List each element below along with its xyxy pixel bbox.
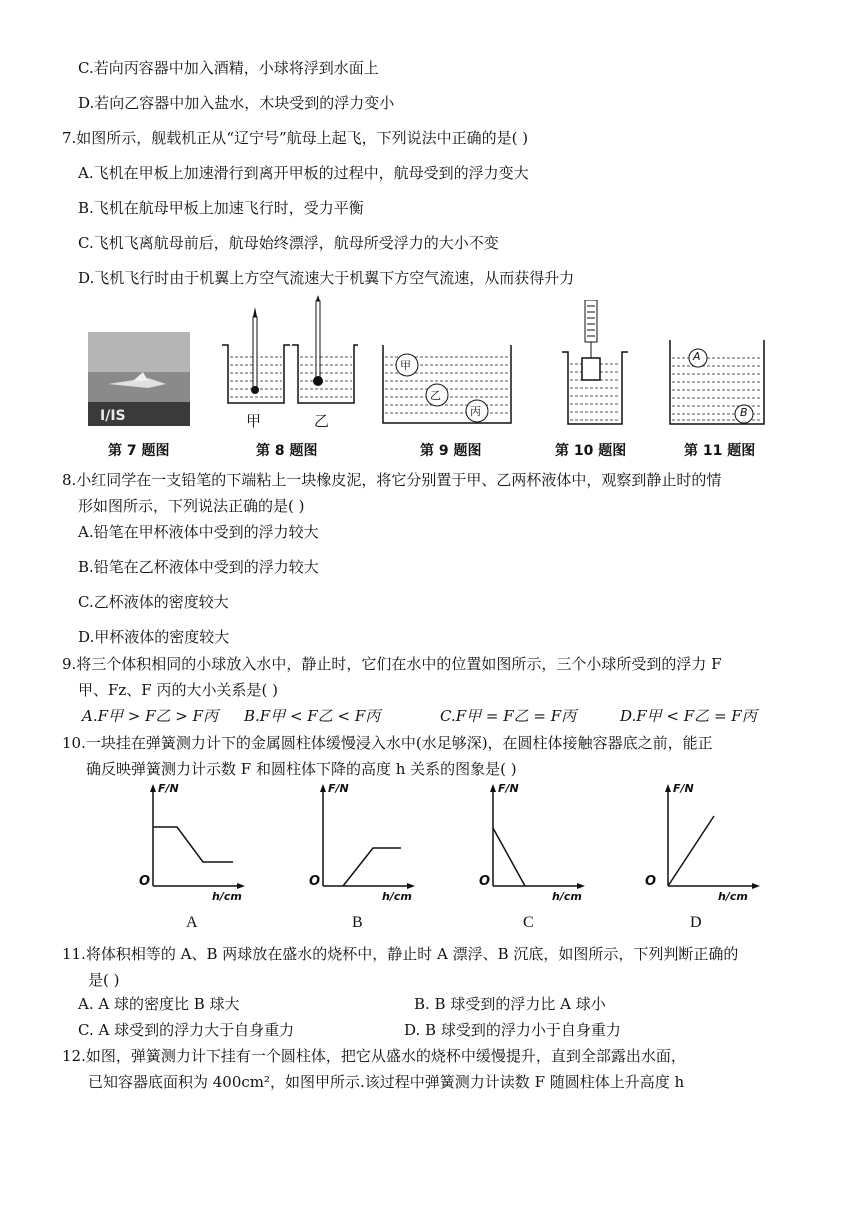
q7-option-b: B.飞机在航母甲板上加速飞行时，受力平衡 — [78, 199, 364, 217]
graph-b — [305, 782, 415, 900]
graph-d-ylabel: F/N — [673, 782, 694, 795]
fig8-label-jia: 甲 — [246, 412, 262, 430]
q11-stem-2: 是( ) — [88, 971, 120, 989]
svg-text:I/IS: I/IS — [100, 408, 126, 424]
q8-option-b: B.铅笔在乙杯液体中受到的浮力较大 — [78, 558, 319, 576]
fig8-caption: 第 8 题图 — [256, 443, 318, 459]
graph-c-ylabel: F/N — [498, 782, 519, 795]
q8-stem-2: 形如图所示，下列说法正确的是( ) — [78, 497, 305, 515]
q7-option-d: D.飞机飞行时由于机翼上方空气流速大于机翼下方空气流速，从而获得升力 — [78, 269, 575, 287]
graph-c-letter: C — [523, 914, 534, 931]
q10-stem-1: 10.一块挂在弹簧测力计下的金属圆柱体缓慢浸入水中(水足够深)，在圆柱体接触容器底之前，能正 — [62, 734, 713, 752]
fig9-ball-yi: 乙 — [430, 389, 441, 402]
fig11-ball-b: B — [740, 406, 748, 419]
q11-option-a: A. A 球的密度比 B 球大 — [78, 995, 240, 1013]
fig9-caption: 第 9 题图 — [420, 443, 482, 459]
q10-stem-2: 确反映弹簧测力计示数 F 和圆柱体下降的高度 h 关系的图象是( ) — [86, 760, 517, 778]
q9-option-b: B.F甲 < F乙 < F丙 — [244, 707, 381, 725]
q9-stem-2: 甲、Fz、F 丙的大小关系是( ) — [78, 681, 278, 699]
q7-stem: 7.如图所示，舰载机正从“辽宁号”航母上起飞，下列说法中正确的是( ) — [62, 129, 529, 147]
q12-stem-2: 已知容器底面积为 400cm²，如图甲所示.该过程中弹簧测力计读数 F 随圆柱体上升高度 h — [88, 1073, 685, 1091]
fig9-ball-jia: 甲 — [400, 359, 411, 372]
q6-option-d: D.若向乙容器中加入盐水，木块受到的浮力变小 — [78, 94, 395, 112]
graph-a-ylabel: F/N — [158, 782, 179, 795]
q7-option-a: A.飞机在甲板上加速滑行到离开甲板的过程中，航母受到的浮力变大 — [78, 164, 529, 182]
q12-stem-1: 12.如图，弹簧测力计下挂有一个圆柱体，把它从盛水的烧杯中缓慢提升，直到全部露出水面， — [62, 1047, 686, 1065]
q9-option-a: A.F甲 > F乙 > F丙 — [82, 707, 219, 725]
q11-option-d: D. B 球受到的浮力小于自身重力 — [404, 1021, 621, 1039]
fig10-caption: 第 10 题图 — [555, 443, 627, 459]
graph-a-letter: A — [186, 914, 198, 931]
q11-stem-1: 11.将体积相等的 A、B 两球放在盛水的烧杯中，静止时 A 漂浮、B 沉底，如图所示，下列判断正确的 — [62, 945, 739, 963]
q8-option-d: D.甲杯液体的密度较大 — [78, 628, 230, 646]
graph-c-origin: O — [479, 874, 491, 889]
graph-c-xlabel: h/cm — [552, 890, 582, 903]
fig10-apparatus — [560, 300, 630, 426]
graph-c — [475, 782, 585, 900]
q6-option-c: C.若向丙容器中加入酒精，小球将浮到水面上 — [78, 59, 379, 77]
graph-a-xlabel: h/cm — [212, 890, 242, 903]
q9-option-d: D.F甲 < F乙 = F丙 — [620, 707, 757, 725]
graph-a-origin: O — [139, 874, 151, 889]
graph-b-origin: O — [309, 874, 321, 889]
fig8-label-yi: 乙 — [314, 412, 330, 430]
fig7-photo — [88, 332, 190, 426]
graph-d-origin: O — [645, 874, 657, 889]
q8-stem-1: 8.小红同学在一支铅笔的下端粘上一块橡皮泥，将它分别置于甲、乙两杯液体中，观察到静止时的情 — [62, 471, 722, 489]
q9-stem-1: 9.将三个体积相同的小球放入水中，静止时，它们在水中的位置如图所示，三个小球所受到的浮力 F — [62, 655, 722, 673]
graph-a — [135, 782, 245, 900]
graph-b-ylabel: F/N — [328, 782, 349, 795]
fig11-caption: 第 11 题图 — [684, 443, 756, 459]
fig11-ball-a: A — [693, 350, 701, 363]
fig11-container — [668, 340, 768, 426]
fig9-ball-bing: 丙 — [470, 405, 481, 418]
graph-d-xlabel: h/cm — [718, 890, 748, 903]
q7-option-c: C.飞机飞离航母前后，航母始终漂浮，航母所受浮力的大小不变 — [78, 234, 499, 252]
q9-option-c: C.F甲 = F乙 = F丙 — [440, 707, 577, 725]
graph-b-letter: B — [352, 914, 363, 931]
graph-d-letter: D — [690, 914, 702, 931]
fig7-caption: 第 7 题图 — [108, 443, 170, 459]
fig8-beakers — [218, 295, 358, 405]
q8-option-a: A.铅笔在甲杯液体中受到的浮力较大 — [78, 523, 319, 541]
graph-b-xlabel: h/cm — [382, 890, 412, 903]
q11-option-c: C. A 球受到的浮力大于自身重力 — [78, 1021, 295, 1039]
q8-option-c: C.乙杯液体的密度较大 — [78, 593, 229, 611]
q11-option-b: B. B 球受到的浮力比 A 球小 — [414, 995, 606, 1013]
graph-d — [650, 782, 760, 900]
